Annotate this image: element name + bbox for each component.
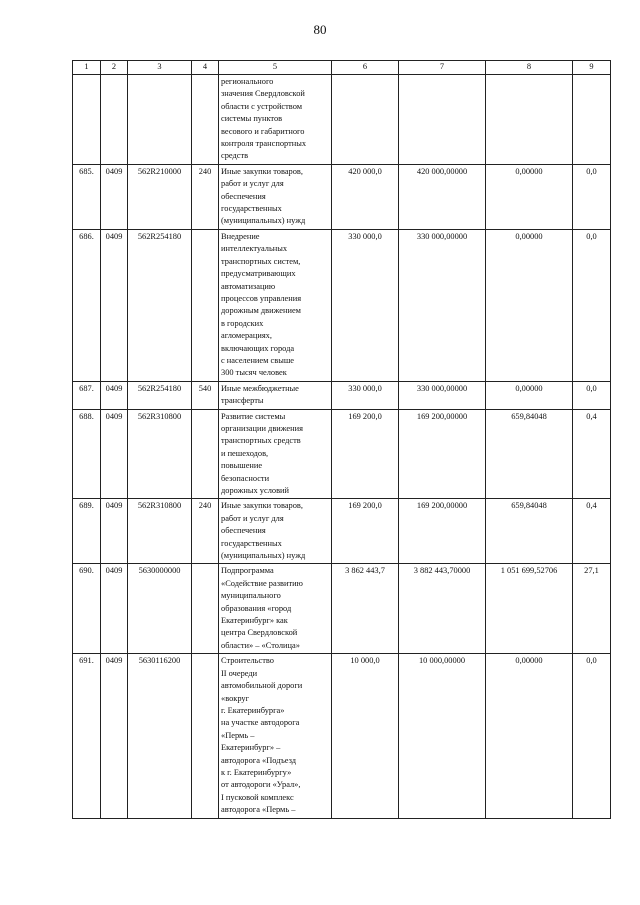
table-row [73,75,611,165]
execution-percent: 0,0 [573,381,611,409]
target-article-code [128,75,192,165]
approved-amount: 169 200,00000 [399,409,486,499]
approved-amount: 3 882 443,70000 [399,564,486,654]
column-header: 7 [399,61,486,75]
item-name: Иные межбюджетные трансферты [219,381,332,409]
row-number: 690. [73,564,101,654]
expense-type-code: 240 [192,164,219,229]
plan-amount [332,75,399,165]
plan-amount: 3 862 443,7 [332,564,399,654]
item-name: Иные закупки товаров, работ и услуг для обеспечения государственных (муниципальных) нужд [219,164,332,229]
column-header: 6 [332,61,399,75]
target-article-code: 5630000000 [128,564,192,654]
executed-amount: 1 051 699,52706 [486,564,573,654]
execution-percent: 0,4 [573,409,611,499]
table-row [73,499,611,564]
item-name: Развитие системы организации движения транспортных средств и пешеходов, повышение безопасности дорожных условий [219,409,332,499]
column-header: 2 [101,61,128,75]
item-name: Внедрение интеллектуальных транспортных систем, предусматривающих автоматизацию процессов управления дорожным движением в городских агломерациях, включающих города с населением свыше 300 тысяч человек [219,229,332,381]
expense-type-code [192,229,219,381]
expense-type-code: 540 [192,381,219,409]
section-code: 0409 [101,654,128,818]
table-row [73,229,611,381]
row-number: 691. [73,654,101,818]
executed-amount: 0,00000 [486,164,573,229]
item-name: Строительство II очереди автомобильной дороги «вокруг г. Екатеринбурга» на участке автодорога «Пермь – Екатеринбург» – автодорога «Подъезд к г. Екатеринбургу» от автодороги «Урал», I пусковой комплекс автодорога «Пермь – [219,654,332,818]
row-number: 687. [73,381,101,409]
header-row [73,61,611,75]
row-number: 686. [73,229,101,381]
expense-type-code: 240 [192,499,219,564]
row-number: 685. [73,164,101,229]
execution-percent [573,75,611,165]
page-number: 80 [313,22,327,37]
plan-amount: 169 200,0 [332,409,399,499]
plan-amount: 330 000,0 [332,381,399,409]
section-code: 0409 [101,381,128,409]
approved-amount: 169 200,00000 [399,499,486,564]
expense-type-code [192,75,219,165]
section-code [101,75,128,165]
plan-amount: 10 000,0 [332,654,399,818]
approved-amount: 10 000,00000 [399,654,486,818]
executed-amount: 659,84048 [486,499,573,564]
expense-type-code [192,564,219,654]
section-code: 0409 [101,564,128,654]
approved-amount: 330 000,00000 [399,381,486,409]
approved-amount: 420 000,00000 [399,164,486,229]
target-article-code: 562R254180 [128,229,192,381]
table-row [73,409,611,499]
table-row [73,564,611,654]
table-row [73,654,611,818]
target-article-code: 562R254180 [128,381,192,409]
column-header: 9 [573,61,611,75]
column-header: 8 [486,61,573,75]
budget-table [72,60,611,819]
approved-amount: 330 000,00000 [399,229,486,381]
row-number [73,75,101,165]
executed-amount: 0,00000 [486,654,573,818]
target-article-code: 5630116200 [128,654,192,818]
section-code: 0409 [101,164,128,229]
expense-type-code [192,409,219,499]
plan-amount: 330 000,0 [332,229,399,381]
table-row [73,381,611,409]
row-number: 689. [73,499,101,564]
column-header: 1 [73,61,101,75]
target-article-code: 562R310800 [128,409,192,499]
column-header: 5 [219,61,332,75]
target-article-code: 562R210000 [128,164,192,229]
approved-amount [399,75,486,165]
executed-amount [486,75,573,165]
section-code: 0409 [101,499,128,564]
execution-percent: 0,0 [573,654,611,818]
execution-percent: 27,1 [573,564,611,654]
item-name: Подпрограмма «Содействие развитию муниципального образования «город Екатеринбург» как центра Свердловской области» – «Столица» [219,564,332,654]
execution-percent: 0,4 [573,499,611,564]
execution-percent: 0,0 [573,164,611,229]
executed-amount: 659,84048 [486,409,573,499]
table-row [73,164,611,229]
section-code: 0409 [101,409,128,499]
target-article-code: 562R310800 [128,499,192,564]
plan-amount: 420 000,0 [332,164,399,229]
executed-amount: 0,00000 [486,229,573,381]
section-code: 0409 [101,229,128,381]
expense-type-code [192,654,219,818]
column-header: 4 [192,61,219,75]
executed-amount: 0,00000 [486,381,573,409]
item-name: Иные закупки товаров, работ и услуг для обеспечения государственных (муниципальных) нужд [219,499,332,564]
row-number: 688. [73,409,101,499]
plan-amount: 169 200,0 [332,499,399,564]
column-header: 3 [128,61,192,75]
item-name: регионального значения Свердловской области с устройством системы пунктов весового и габаритного контроля транспортных средств [219,75,332,165]
execution-percent: 0,0 [573,229,611,381]
